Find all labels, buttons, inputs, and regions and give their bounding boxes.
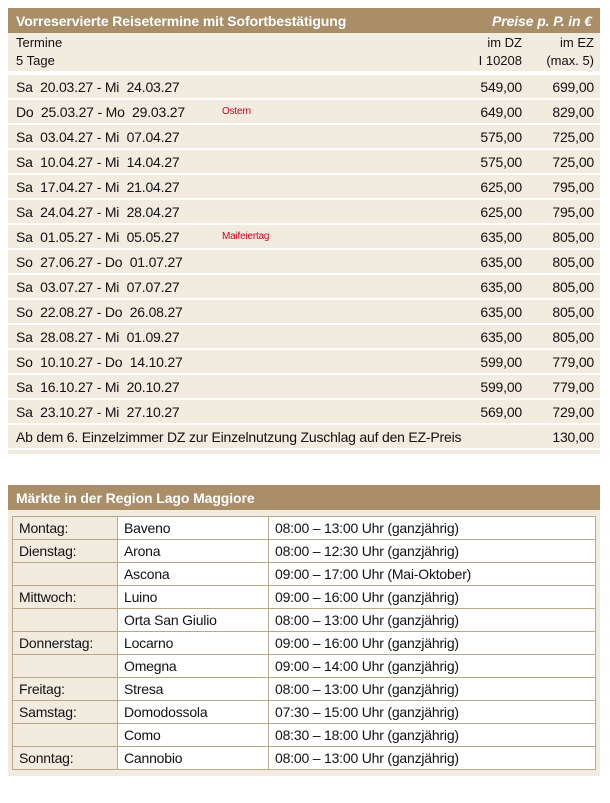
markt-time: 08:00 – 13:00 Uhr (ganzjährig) — [269, 517, 596, 540]
price-dz: 649,00 — [480, 103, 522, 120]
markt-day — [13, 655, 118, 678]
price-dz: 575,00 — [480, 153, 522, 170]
price-ez: 805,00 — [552, 328, 594, 345]
price-dz: 569,00 — [480, 403, 522, 420]
price-ez: 795,00 — [552, 178, 594, 195]
termin-row — [8, 350, 600, 375]
sub-tage: 5 Tage — [16, 52, 55, 68]
markt-row — [13, 632, 596, 655]
price-ez: 779,00 — [552, 378, 594, 395]
termin-date: So 22.08.27 - Do 26.08.27 — [16, 303, 183, 320]
markt-day — [13, 724, 118, 747]
price-ez: 805,00 — [552, 278, 594, 295]
col-termine: Termine — [16, 34, 63, 50]
col-dz: im DZ — [487, 34, 522, 50]
price-dz: 635,00 — [480, 303, 522, 320]
markt-place: Cannobio — [118, 747, 269, 770]
termin-row — [8, 100, 600, 125]
markt-row — [13, 517, 596, 540]
price-dz: 575,00 — [480, 128, 522, 145]
markt-row — [13, 747, 596, 770]
termin-row — [8, 175, 600, 200]
markt-row — [13, 540, 596, 563]
termin-row — [8, 200, 600, 225]
price-dz: 625,00 — [480, 178, 522, 195]
markt-row — [13, 724, 596, 747]
column-subheader — [8, 51, 600, 69]
markt-row — [13, 701, 596, 724]
markt-place: Omegna — [118, 655, 269, 678]
markt-place: Locarno — [118, 632, 269, 655]
termin-date: Sa 23.10.27 - Mi 27.10.27 — [16, 403, 180, 420]
markt-time: 09:00 – 16:00 Uhr (ganzjährig) — [269, 632, 596, 655]
reisetermine-table — [8, 8, 600, 454]
markt-row — [13, 655, 596, 678]
price-dz: 635,00 — [480, 328, 522, 345]
price-dz: 635,00 — [480, 253, 522, 270]
termin-date: So 10.10.27 - Do 14.10.27 — [16, 353, 183, 370]
termin-date: Sa 20.03.27 - Mi 24.03.27 — [16, 78, 180, 95]
termin-date: Sa 24.04.27 - Mi 28.04.27 — [16, 203, 180, 220]
price-ez: 795,00 — [552, 203, 594, 220]
price-ez: 699,00 — [552, 78, 594, 95]
termin-date: Sa 10.04.27 - Mi 14.04.27 — [16, 153, 180, 170]
markt-place: Domodossola — [118, 701, 269, 724]
termin-date: Sa 03.04.27 - Mi 07.04.27 — [16, 128, 180, 145]
price-dz: 625,00 — [480, 203, 522, 220]
termin-date: Sa 17.04.27 - Mi 21.04.27 — [16, 178, 180, 195]
markt-time: 07:30 – 15:00 Uhr (ganzjährig) — [269, 701, 596, 724]
termin-row — [8, 225, 600, 250]
markt-time: 08:00 – 13:00 Uhr (ganzjährig) — [269, 747, 596, 770]
markt-time: 09:00 – 16:00 Uhr (ganzjährig) — [269, 586, 596, 609]
markt-day: Samstag: — [13, 701, 118, 724]
termin-date: Sa 03.07.27 - Mi 07.07.27 — [16, 278, 180, 295]
termin-date: Sa 01.05.27 - Mi 05.05.27 — [16, 228, 180, 245]
sub-ez: (max. 5) — [546, 52, 594, 68]
markt-place: Arona — [118, 540, 269, 563]
markt-row — [13, 563, 596, 586]
markt-time: 08:00 – 12:30 Uhr (ganzjährig) — [269, 540, 596, 563]
footer-value: 130,00 — [552, 428, 594, 445]
price-ez: 725,00 — [552, 128, 594, 145]
markt-day: Mittwoch: — [13, 586, 118, 609]
maerkte-table — [8, 485, 600, 776]
markt-time: 09:00 – 17:00 Uhr (Mai-Oktober) — [269, 563, 596, 586]
price-ez: 725,00 — [552, 153, 594, 170]
markt-place: Luino — [118, 586, 269, 609]
price-note: Preise p. P. in € — [492, 12, 592, 29]
termin-row — [8, 250, 600, 275]
markt-row — [13, 586, 596, 609]
markt-day: Dienstag: — [13, 540, 118, 563]
maerkte-grid — [12, 516, 596, 770]
markt-time: 08:00 – 13:00 Uhr (ganzjährig) — [269, 609, 596, 632]
termin-row — [8, 150, 600, 175]
markt-day — [13, 609, 118, 632]
markt-time: 08:00 – 13:00 Uhr (ganzjährig) — [269, 678, 596, 701]
termin-row — [8, 375, 600, 400]
markt-row — [13, 678, 596, 701]
price-ez: 829,00 — [552, 103, 594, 120]
markt-day: Montag: — [13, 517, 118, 540]
termin-row — [8, 73, 600, 100]
maerkte-title: Märkte in der Region Lago Maggiore — [16, 489, 255, 506]
markt-place: Como — [118, 724, 269, 747]
price-dz: 599,00 — [480, 353, 522, 370]
markt-day: Freitag: — [13, 678, 118, 701]
price-dz: 599,00 — [480, 378, 522, 395]
markt-day: Sonntag: — [13, 747, 118, 770]
price-ez: 779,00 — [552, 353, 594, 370]
markt-place: Orta San Giulio — [118, 609, 269, 632]
termin-date: Sa 16.10.27 - Mi 20.10.27 — [16, 378, 180, 395]
markt-place: Baveno — [118, 517, 269, 540]
footer-text: Ab dem 6. Einzelzimmer DZ zur Einzelnutzung Zuschlag auf den EZ-Preis — [16, 428, 462, 445]
termine-rows — [8, 71, 600, 425]
sub-code: I 10208 — [478, 52, 522, 68]
reisetermine-header — [8, 8, 600, 33]
reisetermine-title: Vorreservierte Reisetermine mit Sofortbestätigung — [16, 12, 347, 29]
price-dz: 635,00 — [480, 278, 522, 295]
markt-day — [13, 563, 118, 586]
termin-note: Ostern — [222, 106, 251, 117]
markt-time: 08:30 – 18:00 Uhr (ganzjährig) — [269, 724, 596, 747]
markt-time: 09:00 – 14:00 Uhr (ganzjährig) — [269, 655, 596, 678]
termin-row — [8, 325, 600, 350]
termin-row — [8, 400, 600, 425]
markt-place: Stresa — [118, 678, 269, 701]
price-ez: 805,00 — [552, 228, 594, 245]
price-ez: 805,00 — [552, 253, 594, 270]
termin-date: Do 25.03.27 - Mo 29.03.27 — [16, 103, 185, 120]
termin-date: So 27.06.27 - Do 01.07.27 — [16, 253, 183, 270]
col-ez: im EZ — [560, 34, 594, 50]
termin-row — [8, 125, 600, 150]
markt-row — [13, 609, 596, 632]
price-ez: 805,00 — [552, 303, 594, 320]
footer-row — [8, 425, 600, 450]
price-dz: 549,00 — [480, 78, 522, 95]
maerkte-header — [8, 485, 600, 510]
price-ez: 729,00 — [552, 403, 594, 420]
termin-date: Sa 28.08.27 - Mi 01.09.27 — [16, 328, 180, 345]
markt-place: Ascona — [118, 563, 269, 586]
termin-row — [8, 275, 600, 300]
price-dz: 635,00 — [480, 228, 522, 245]
termin-row — [8, 300, 600, 325]
termin-note: Maifeiertag — [222, 231, 270, 242]
column-header — [8, 33, 600, 51]
markt-day: Donnerstag: — [13, 632, 118, 655]
